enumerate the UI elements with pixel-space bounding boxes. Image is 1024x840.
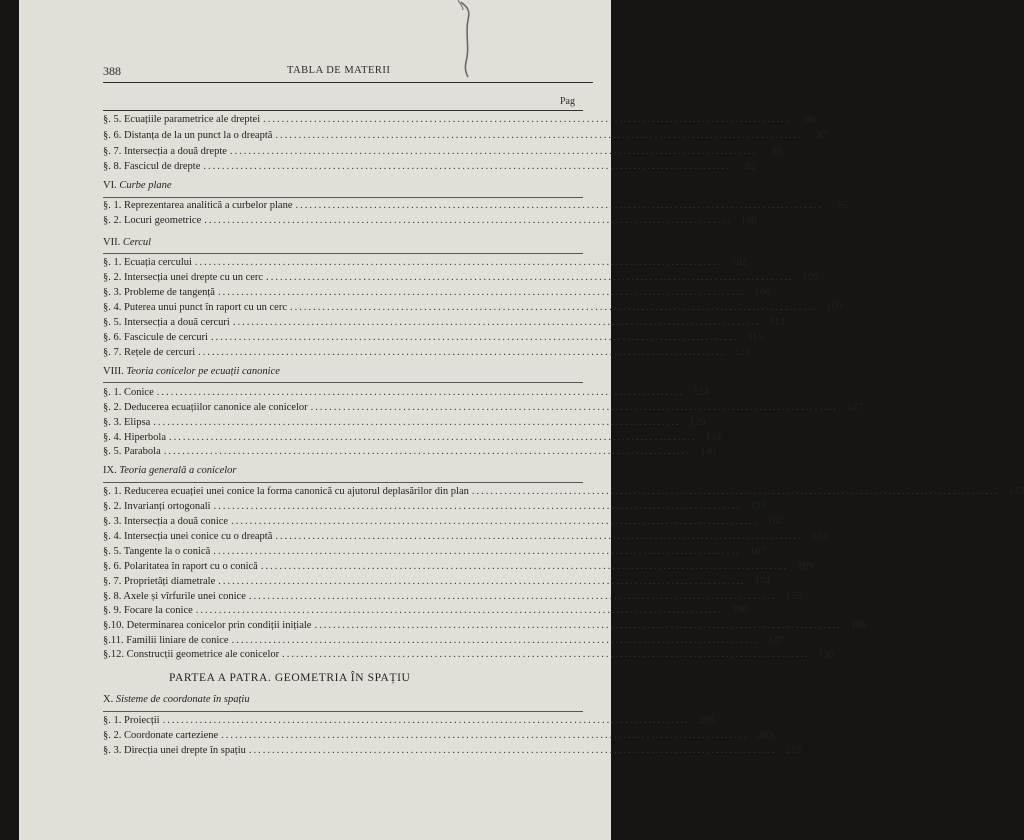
toc-entry: §. 3. Intersecția a două conice .................................................................................................................. 162 bbox=[103, 516, 784, 527]
pag-column-label: Pag bbox=[560, 96, 575, 107]
toc-entry: §. 2. Intersecția unei drepte cu un cerc .................................................................................................................. 105 bbox=[103, 272, 819, 283]
toc-entry: §.11. Familii liniare de conice .................................................................................................................. 187 bbox=[103, 635, 784, 646]
toc-entry: §. 7. Rețele de cercuri .................................................................................................................. 121 bbox=[103, 347, 751, 358]
chapter-heading: VIII. Teoria conicelor pe ecuații canonice bbox=[103, 366, 280, 377]
section-rule bbox=[103, 197, 583, 198]
toc-entry: §. 2. Coordonate carteziene .................................................................................................................. 209 bbox=[103, 730, 774, 741]
toc-entry: §. 5. Parabola .................................................................................................................. 140 bbox=[103, 446, 716, 457]
chapter-heading: IX. Teoria generală a conicelor bbox=[103, 465, 237, 476]
toc-entry: §. 2. Locuri geometrice .................................................................................................................. 100 bbox=[103, 215, 757, 226]
book-page bbox=[19, 0, 1024, 840]
toc-entry: §. 3. Direcția unei drepte în spațiu .................................................................................................................. 213 bbox=[103, 745, 802, 756]
section-rule bbox=[103, 711, 583, 712]
toc-entry: §. 1. Reducerea ecuației unei conice la forma canonică cu ajutorul deplasărilor din plan .................................................................................................................. 143 bbox=[103, 486, 1024, 497]
section-rule bbox=[103, 482, 583, 483]
section-rule bbox=[103, 382, 583, 383]
toc-entry: §. 4. Intersecția unei conice cu o dreaptă .................................................................................................................. 163 bbox=[103, 531, 828, 542]
toc-entry: §. 9. Focare la conice .................................................................................................................. 180 bbox=[103, 605, 749, 616]
toc-entry: §. 4. Hiperbola .................................................................................................................. 134 bbox=[103, 432, 722, 443]
toc-entry: §. 1. Proiecții .................................................................................................................. 205 bbox=[103, 715, 715, 726]
toc-entry: §. 1. Ecuația cercului .................................................................................................................. 102 bbox=[103, 257, 748, 268]
toc-entry: §. 8. Fascicul de drepte .................................................................................................................. 92 bbox=[103, 161, 756, 172]
toc-entry: §. 7. Proprietăți diametrale .................................................................................................................. 174 bbox=[103, 576, 771, 587]
section-rule bbox=[103, 110, 583, 111]
toc-entry: §.10. Determinarea conicelor prin condiții inițiale .................................................................................................................. 185 bbox=[103, 620, 867, 631]
part-title: PARTEA A PATRA. GEOMETRIA ÎN SPAȚIU bbox=[169, 672, 411, 684]
section-rule bbox=[103, 253, 583, 254]
toc-entry: §. 1. Conice .................................................................................................................. 124 bbox=[103, 387, 709, 398]
toc-entry: §. 5. Tangente la o conică .................................................................................................................. 167 bbox=[103, 546, 766, 557]
toc-entry: §. 2. Deducerea ecuațiilor canonice ale conicelor .................................................................................................................. 127 bbox=[103, 402, 863, 413]
toc-entry: §. 2. Invarianți ortogonali .................................................................................................................. 153 bbox=[103, 501, 766, 512]
toc-entry: §. 3. Elipsa .................................................................................................................. 129 bbox=[103, 417, 706, 428]
toc-entry: §. 1. Reprezentarea analitică a curbelor plane .................................................................................................................. 95 bbox=[103, 200, 848, 211]
page-number: 388 bbox=[103, 64, 121, 78]
chapter-heading: VI. Curbe plane bbox=[103, 180, 172, 191]
toc-entry: §.12. Construcții geometrice ale conicelor .................................................................................................................. 190 bbox=[103, 649, 835, 660]
toc-entry: §. 6. Fascicule de cercuri .................................................................................................................. 115 bbox=[103, 332, 764, 343]
toc-entry: §. 5. Intersecția a două cercuri .................................................................................................................. 112 bbox=[103, 317, 786, 328]
toc-entry: §. 3. Probleme de tangență .................................................................................................................. 106 bbox=[103, 287, 771, 298]
toc-entry: §. 8. Axele și vîrfurile unei conice .................................................................................................................. 179 bbox=[103, 591, 802, 602]
toc-entry: §. 6. Polaritatea în raport cu o conică .................................................................................................................. 169 bbox=[103, 561, 814, 572]
toc-entry: §. 5. Ecuațiile parametrice ale dreptei .................................................................................................................. 86 bbox=[103, 114, 816, 125]
chapter-heading: X. Sisteme de coordonate în spațiu bbox=[103, 694, 250, 705]
toc-entry: §. 7. Intersecția a două drepte .................................................................................................................. 89 bbox=[103, 146, 783, 157]
toc-entry: §. 4. Puterea unui punct în raport cu un cerc .................................................................................................................. 109 bbox=[103, 302, 843, 313]
running-title: TABLA DE MATERII bbox=[287, 65, 391, 76]
chapter-heading: VII. Cercul bbox=[103, 237, 152, 248]
page-header bbox=[103, 62, 593, 83]
toc-entry: §. 6. Distanța de la un punct la o dreaptă .................................................................................................................. 87 bbox=[103, 130, 828, 141]
